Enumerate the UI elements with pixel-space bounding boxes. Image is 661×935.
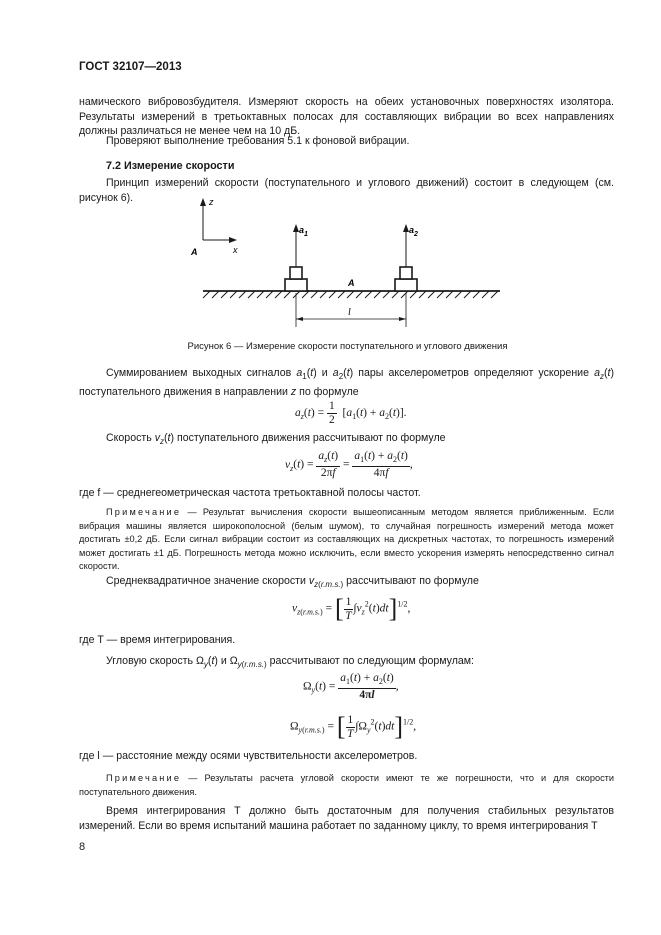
figure-6-diagram: [185, 195, 515, 335]
note-1: Примечание — Результат вычисления скорости вышеописанным методом является приближенным. Если вибрация машины является широкополосной (белым шумом), то случайная погрешность измерений метода может достигать ±0,2 дБ. Если сигнал вибрации состоит из составляющих на дискретных частотах, то погрешность измерений может достигать ±1 дБ. Погрешность метода можно исключить, если вместо ускорения измерять непосредственно сигнал скорости.: [79, 507, 614, 572]
label-a2: $a_2$: [409, 225, 418, 238]
dim-arrow-left-icon: [296, 317, 303, 321]
accelerometer-1: [285, 267, 307, 291]
note-2: Примечание — Результаты расчета угловой скорости имеют те же погрешности, что и для скорости поступательного движения.: [79, 773, 614, 797]
formula-az: $a_z(t)$ = $\frac{1}{2}$ $[a_1(t) + a_2(t)]$.: [295, 400, 407, 426]
paragraph: Принцип измерений скорости (поступательного и углового движений) состоит в следующем (см. рисунок 6).: [79, 177, 614, 204]
z-arrow-icon: [200, 198, 206, 206]
label-A-surface: A: [348, 278, 355, 288]
label-z: z: [209, 197, 214, 207]
figure-caption: Рисунок 6 — Измерение скорости поступательного и углового движения: [187, 341, 508, 352]
label-a1: $a_1$: [299, 225, 308, 238]
x-arrow-icon: [229, 237, 237, 243]
paragraph: Суммированием выходных сигналов $a_1(t)$ и $a_2(t)$ пары акселерометров определяют ускорение $a_z(t)$ поступательного движения в направлении z по формуле: [79, 367, 614, 398]
ground-hatching: [203, 291, 498, 298]
dim-arrow-right-icon: [399, 317, 406, 321]
paragraph: Угловую скорость $\Omega_y(t)$ и $\Omega_{y(r.m.s.)}$ рассчитывают по следующим формулам:: [106, 655, 474, 669]
paragraph: Среднеквадратичное значение скорости $v_{z(r.m.s.)}$ рассчитывают по формуле: [106, 575, 479, 589]
where-f: где f — среднегеометрическая частота третьоктавной полосы частот.: [79, 487, 421, 499]
paragraph: намического вибровозбудителя. Измеряют скорость на обеих установочных поверхностях изолятора. Результаты измерений в третьоктавных полосах для составляющих вибрации во всех направлениях должны различаться не менее чем на 10 дБ.: [79, 96, 614, 138]
where-l: где l — расстояние между осями чувствительности акселерометров.: [79, 750, 418, 762]
label-A-origin: A: [191, 247, 198, 257]
page-number: 8: [79, 841, 86, 853]
accelerometer-2: [395, 267, 417, 291]
label-x: x: [233, 245, 238, 255]
formula-vrms: $v_{z(r.m.s.)}$ = [ $\frac{1}{T}$ $\int v_z^2(t)dt]^{1/2}$,: [292, 594, 411, 623]
formula-omega: $\Omega_y(t)$ = $\frac{a_1(t) + a_2(t)}{4\pi l}$ ,: [303, 672, 399, 701]
section-heading: 7.2 Измерение скорости: [106, 160, 235, 172]
formula-vz: $v_z(t)$ = $\frac{a_z(t)}{2\pi f}$ = $\frac{a_1(t) + a_2(t)}{4\pi f}$ ,: [285, 450, 413, 479]
formula-omega-rms: $\Omega_{y(r.m.s.)}$ = [ $\frac{1}{T}$ $\int\Omega_y^2(t)dt]^{1/2}$,: [290, 712, 417, 741]
paragraph: Проверяют выполнение требования 5.1 к фоновой вибрации.: [106, 135, 410, 147]
label-l: l: [348, 307, 351, 318]
where-T: где T — время интегрирования.: [79, 634, 236, 646]
document-header: ГОСТ 32107—2013: [79, 61, 182, 73]
paragraph: Время интегрирования T должно быть достаточным для получения стабильных результатов измерений. Если во время испытаний машина работает по заданному циклу, то время интегрирования T: [79, 805, 614, 832]
paragraph: Скорость $v_z(t)$ поступательного движения рассчитывают по формуле: [106, 432, 446, 446]
